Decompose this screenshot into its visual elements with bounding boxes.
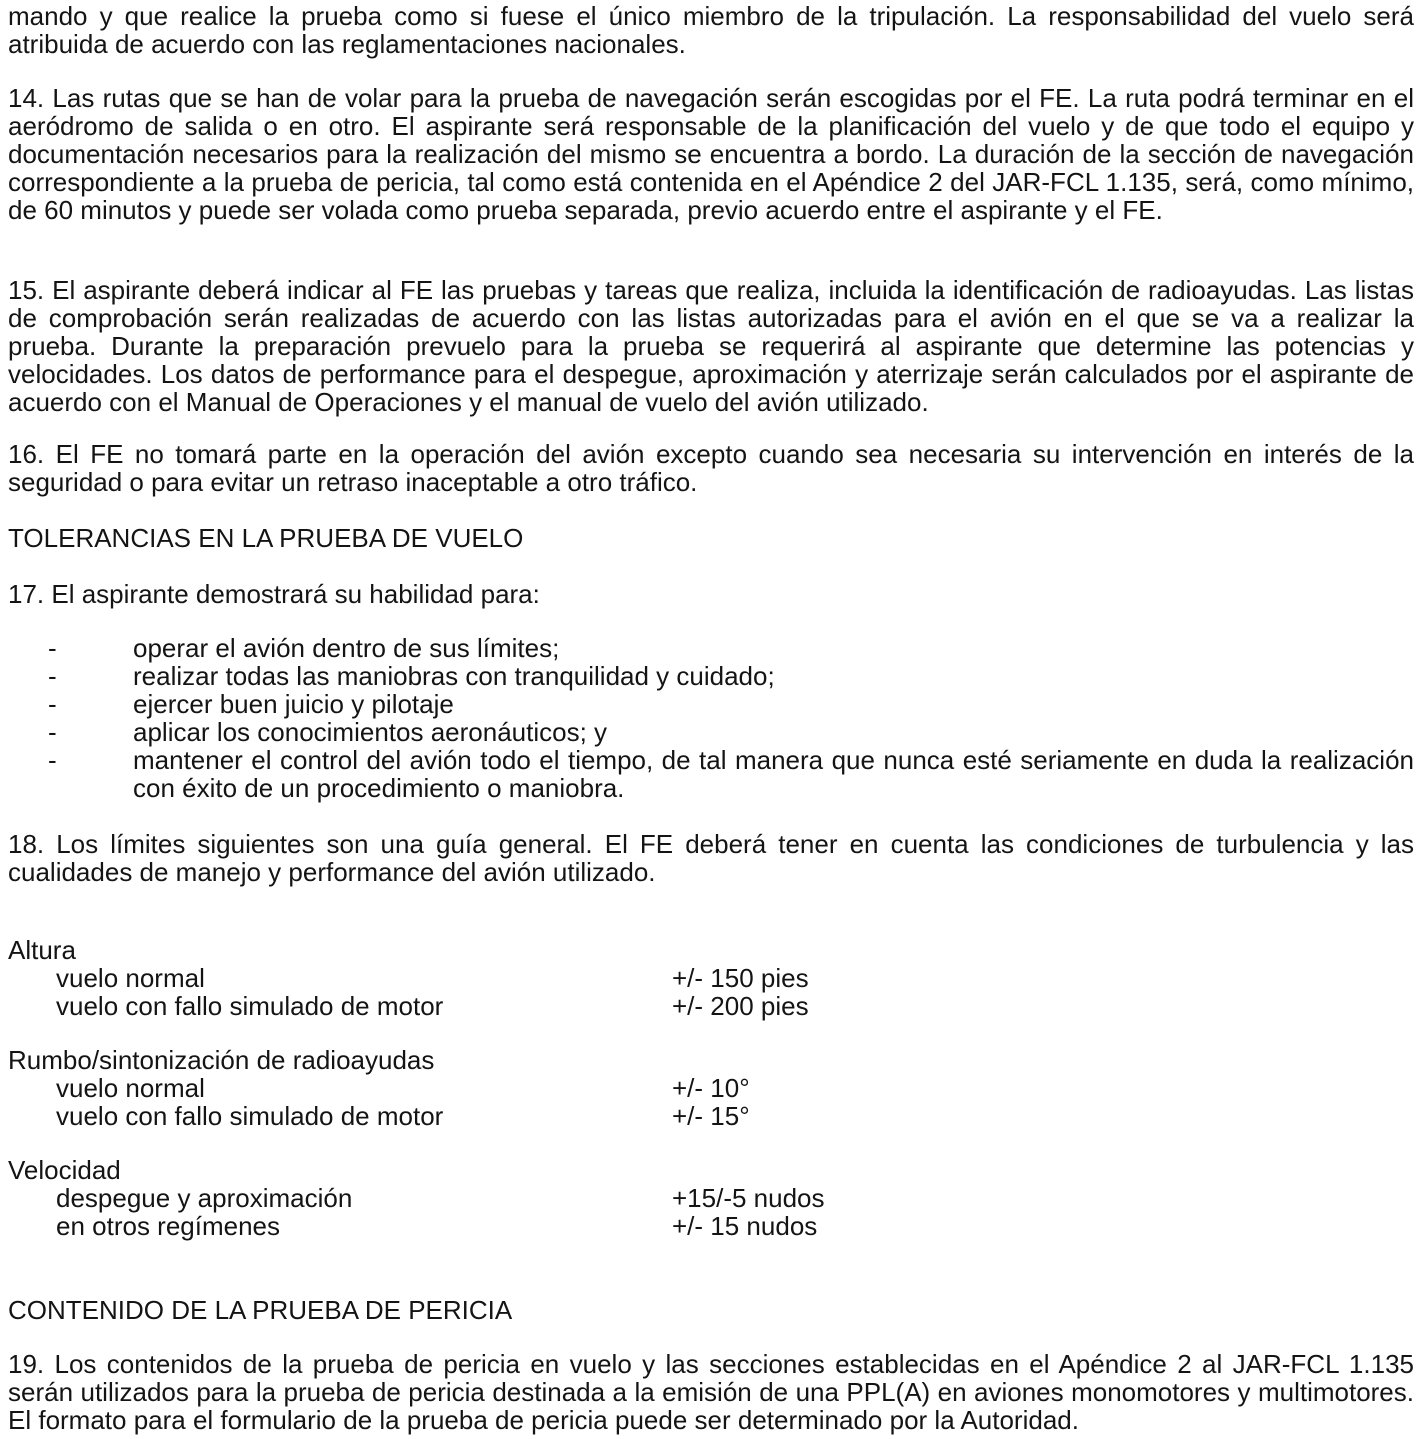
paragraph-text: 17. El aspirante demostrará su habilidad para:	[8, 579, 540, 609]
list-item-text: ejercer buen juicio y pilotaje	[133, 689, 454, 719]
tolerance-value: +15/-5 nudos	[672, 1183, 825, 1213]
paragraph-13-continuation	[8, 2, 1414, 58]
tolerance-row	[8, 1074, 1414, 1102]
tolerance-value: +/- 200 pies	[672, 991, 809, 1021]
tolerance-group-title: Rumbo/sintonización de radioayudas	[8, 1045, 435, 1075]
list-item-text: mantener el control del avión todo el tiempo, de tal manera que nunca esté seriamente en duda la realización con éxito de un procedimiento o maniobra.	[133, 745, 1414, 803]
list-item	[8, 718, 1414, 746]
list-item	[8, 634, 1414, 662]
paragraph-18	[8, 830, 1414, 886]
tolerance-value: +/- 150 pies	[672, 963, 809, 993]
paragraph-text: 15. El aspirante deberá indicar al FE las pruebas y tareas que realiza, incluida la identificación de radioayudas. Las listas de comprobación serán realizadas de acuerdo con las listas autorizadas para el avión en el que se va a realizar la prueba. Durante la preparación prevuelo para la prueba se requerirá al aspirante que determine las potencias y velocidades. Los datos de performance para el despegue, aproximación y aterrizaje serán calculados por el aspirante de acuerdo con el Manual de Operaciones y el manual de vuelo del avión utilizado.	[8, 275, 1414, 417]
tolerance-row	[8, 964, 1414, 992]
tolerance-row	[8, 1212, 1414, 1240]
list-item-text: operar el avión dentro de sus límites;	[133, 633, 560, 663]
bullet-list	[8, 634, 1414, 802]
heading-tolerancias: TOLERANCIAS EN LA PRUEBA DE VUELO	[8, 523, 524, 553]
tolerance-value: +/- 15°	[672, 1101, 750, 1131]
paragraph-15	[8, 276, 1414, 416]
tolerance-row	[8, 992, 1414, 1020]
tolerance-group-rumbo	[8, 1046, 1414, 1130]
tolerance-row	[8, 1102, 1414, 1130]
list-item-text: aplicar los conocimientos aeronáuticos; y	[133, 717, 608, 747]
tolerance-label: vuelo con fallo simulado de motor	[56, 1101, 444, 1131]
paragraph-14	[8, 84, 1414, 224]
bullet-marker: -	[48, 745, 57, 775]
paragraph-text: mando y que realice la prueba como si fuese el único miembro de la tripulación. La responsabilidad del vuelo será atribuida de acuerdo con las reglamentaciones nacionales.	[8, 1, 1414, 59]
bullet-marker: -	[48, 717, 57, 747]
paragraph-17	[8, 580, 1414, 608]
list-item	[8, 690, 1414, 718]
tolerance-label: en otros regímenes	[56, 1211, 281, 1241]
tolerance-group-title: Altura	[8, 935, 76, 965]
tolerance-row	[8, 1184, 1414, 1212]
tolerance-value: +/- 15 nudos	[672, 1211, 818, 1241]
tolerance-value: +/- 10°	[672, 1073, 750, 1103]
paragraph-text: 19. Los contenidos de la prueba de pericia en vuelo y las secciones establecidas en el Apéndice 2 al JAR-FCL 1.135 serán utilizados para la prueba de pericia destinada a la emisión de una PPL(A) en aviones monomotores y multimotores. El formato para el formulario de la prueba de pericia puede ser determinado por la Autoridad.	[8, 1349, 1414, 1435]
tolerance-label: despegue y aproximación	[56, 1183, 353, 1213]
tolerance-label: vuelo normal	[56, 1073, 205, 1103]
tolerance-label: vuelo con fallo simulado de motor	[56, 991, 444, 1021]
bullet-marker: -	[48, 633, 57, 663]
tolerance-group-velocidad	[8, 1156, 1414, 1240]
tolerance-label: vuelo normal	[56, 963, 205, 993]
list-item	[8, 662, 1414, 690]
heading-contenido: CONTENIDO DE LA PRUEBA DE PERICIA	[8, 1295, 513, 1325]
tolerance-group-title: Velocidad	[8, 1155, 121, 1185]
paragraph-text: 18. Los límites siguientes son una guía general. El FE deberá tener en cuenta las condiciones de turbulencia y las cualidades de manejo y performance del avión utilizado.	[8, 829, 1414, 887]
paragraph-19	[8, 1350, 1414, 1434]
tolerance-table	[8, 936, 1414, 1266]
tolerance-group-altura	[8, 936, 1414, 1020]
paragraph-16	[8, 440, 1414, 496]
list-item-text: realizar todas las maniobras con tranquilidad y cuidado;	[133, 661, 775, 691]
bullet-marker: -	[48, 689, 57, 719]
list-item	[8, 746, 1414, 802]
bullet-marker: -	[48, 661, 57, 691]
paragraph-text: 16. El FE no tomará parte en la operación del avión excepto cuando sea necesaria su intervención en interés de la seguridad o para evitar un retraso inaceptable a otro tráfico.	[8, 439, 1414, 497]
paragraph-text: 14. Las rutas que se han de volar para la prueba de navegación serán escogidas por el FE. La ruta podrá terminar en el aeródromo de salida o en otro. El aspirante será responsable de la planificación del vuelo y de que todo el equipo y documentación necesarios para la realización del mismo se encuentra a bordo. La duración de la sección de navegación correspondiente a la prueba de pericia, tal como está contenida en el Apéndice 2 del JAR-FCL 1.135, será, como mínimo, de 60 minutos y puede ser volada como prueba separada, previo acuerdo entre el aspirante y el FE.	[8, 83, 1414, 225]
